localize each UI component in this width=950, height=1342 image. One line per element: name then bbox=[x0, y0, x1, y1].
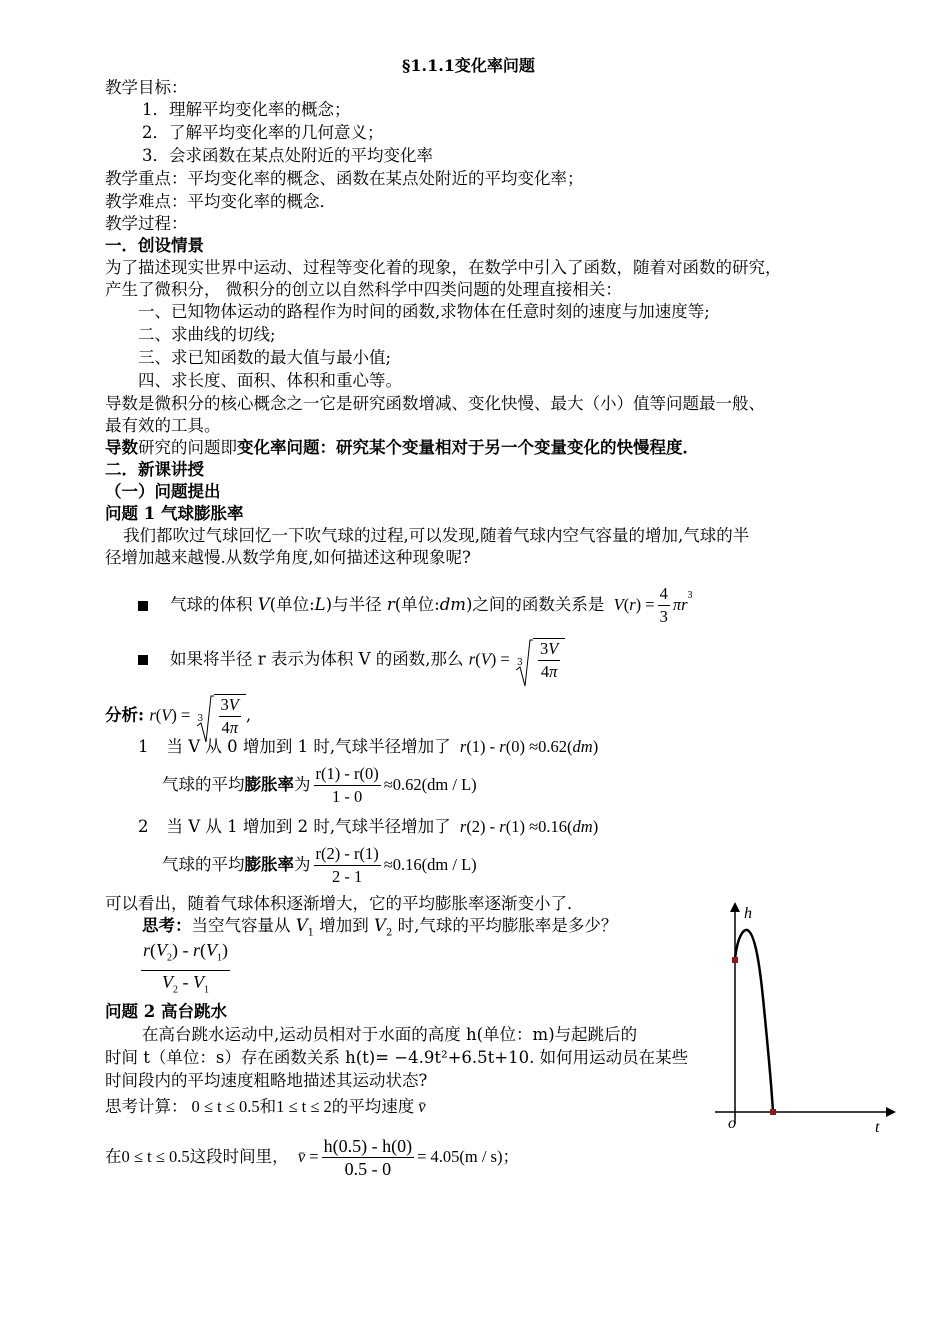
cube-root: 3 $\frac{3V}{4\pi}$ bbox=[196, 694, 246, 738]
x-axis-arrow-icon bbox=[886, 1107, 896, 1117]
derivative-text: 导数是微积分的核心概念之一它是研究函数增减、变化快慢、最大（小）值等问题最一般、 bbox=[105, 394, 765, 413]
goals-heading: 教学目标： bbox=[105, 78, 188, 97]
problem2-text: 时间 t（单位：s）存在函数关系 h(t)= −4.9t²+6.5t+10. 如何用运动员在某些 bbox=[105, 1048, 689, 1067]
case2-rate: 气球的平均膨胀率为 $\frac{r(2) - r(1)}{2 - 1}$ ≈0.16(dm / L) bbox=[162, 844, 477, 886]
summary-line bbox=[105, 437, 699, 459]
process-heading: 教学过程： bbox=[105, 214, 188, 233]
analysis-line: 分析: r(V) = 3 $\frac{3V}{4\pi}$ , bbox=[105, 694, 251, 738]
calc-line: 思考计算： 0 ≤ t ≤ 0.5和1 ≤ t ≤ 2的平均速度 v̄ bbox=[105, 1097, 426, 1116]
bullet-volume: 气球的体积 V(单位:L)与半径 r(单位:dm)之间的函数关系是 V(r) = $\frac{4}{3}$ $\pi r^3$ bbox=[138, 584, 693, 627]
x-axis-label: t bbox=[875, 1119, 880, 1136]
volume-formula: V bbox=[613, 595, 624, 614]
case1-line: 1 当 V 从 0 增加到 1 时,气球半径增加了 r(1) - r(0) ≈0.62(dm) bbox=[138, 737, 599, 756]
think-line: 思考：当空气容量从 $V_1$ 增加到 $V_2$ 时,气球的平均膨胀率是多少？ bbox=[142, 916, 618, 939]
derivative-text: 最有效的工具。 bbox=[105, 416, 221, 435]
y-axis-label: h bbox=[744, 905, 752, 922]
problem1-text: 我们都吹过气球回忆一下吹气球的过程,可以发现,随着气球内空气容量的增加,气球的半 bbox=[123, 526, 750, 545]
section2-heading: 二．新课讲授 bbox=[105, 460, 204, 479]
bullet-square-icon bbox=[138, 601, 148, 611]
intro-text: 为了描述现实世界中运动、过程等变化着的现象，在数学中引入了函数，随着对函数的研究， bbox=[105, 258, 782, 277]
height-time-graph bbox=[710, 898, 900, 1138]
fraction: $\frac{r(V_2) - r(V_1)}{V_2 - V_1}$ bbox=[143, 940, 229, 996]
intro-text: 产生了微积分， 微积分的创立以自然科学中四类问题的处理直接相关： bbox=[105, 280, 622, 299]
subsection-heading: （一）问题提出 bbox=[105, 482, 221, 501]
fraction: $\frac{h(0.5) - h(0)}{0.5 - 0}$ bbox=[323, 1136, 413, 1179]
difficulty: 教学难点：平均变化率的概念． bbox=[105, 192, 336, 211]
observation: 可以看出，随着气球体积逐渐增大，它的平均膨胀率逐渐变小了． bbox=[105, 894, 584, 913]
problem1-text: 径增加越来越慢.从数学角度,如何描述这种现象呢? bbox=[105, 548, 471, 567]
problem2-heading: 问题 2 高台跳水 bbox=[105, 1002, 227, 1021]
problem2-text: 在高台跳水运动中,运动员相对于水面的高度 h(单位：m)与起跳后的 bbox=[142, 1025, 638, 1044]
problem2-text: 时间段内的平均速度粗略地描述其运动状态? bbox=[105, 1071, 428, 1090]
page-title: §1.1.1变化率问题 bbox=[402, 56, 535, 75]
origin-label: o bbox=[728, 1115, 736, 1132]
problem-item: 三、求已知函数的最大值与最小值; bbox=[138, 348, 392, 367]
summary-text: 研究的问题即 bbox=[138, 438, 237, 457]
fraction: $\frac{r(1) - r(0)}{1 - 0}$ bbox=[315, 764, 379, 806]
summary-definition: 变化率问题：研究某个变量相对于另一个变量变化的快慢程度． bbox=[237, 438, 699, 457]
goal-item: 3．会求函数在某点处附近的平均变化率 bbox=[142, 146, 433, 165]
case2-line: 2 当 V 从 1 增加到 2 时,气球半径增加了 r(2) - r(1) ≈0.16(dm) bbox=[138, 817, 599, 836]
key-point: 教学重点：平均变化率的概念、函数在某点处附近的平均变化率； bbox=[105, 169, 584, 188]
cube-root: 3 $\frac{3V}{4\pi}$ bbox=[515, 638, 565, 682]
problem-item: 四、求长度、面积、体积和重心等。 bbox=[138, 371, 402, 390]
end-point-marker bbox=[770, 1109, 776, 1115]
height-curve bbox=[735, 930, 773, 1112]
goal-item: 2．了解平均变化率的几何意义； bbox=[142, 123, 384, 142]
bullet-square-icon bbox=[138, 655, 148, 665]
fraction: $\frac{r(2) - r(1)}{2 - 1}$ bbox=[315, 844, 379, 886]
problem-item: 一、已知物体运动的路程作为时间的函数,求物体在任意时刻的速度与加速度等; bbox=[138, 302, 710, 321]
summary-term: 导数 bbox=[105, 438, 138, 457]
start-point-marker bbox=[732, 957, 738, 963]
problem1-heading: 问题 1 气球膨胀率 bbox=[105, 504, 244, 523]
interval-line: 在0 ≤ t ≤ 0.5这段时间里， v̄ = $\frac{h(0.5) - h(0)}{0.5 - 0}$ = 4.05(m / s)； bbox=[105, 1136, 519, 1179]
section1-heading: 一．创设情景 bbox=[105, 236, 204, 255]
goal-item: 1．理解平均变化率的概念； bbox=[142, 100, 351, 119]
case1-rate: 气球的平均膨胀率为 $\frac{r(1) - r(0)}{1 - 0}$ ≈0.62(dm / L) bbox=[162, 764, 477, 806]
bullet-radius: 如果将半径 r 表示为体积 V 的函数,那么 r(V) = 3 $\frac{3V}{4\pi}$ bbox=[138, 638, 565, 682]
y-axis-arrow-icon bbox=[730, 902, 740, 912]
problem-item: 二、求曲线的切线; bbox=[138, 325, 276, 344]
think-formula bbox=[138, 940, 233, 1000]
fraction: $\frac{4}{3}$ bbox=[659, 584, 668, 626]
